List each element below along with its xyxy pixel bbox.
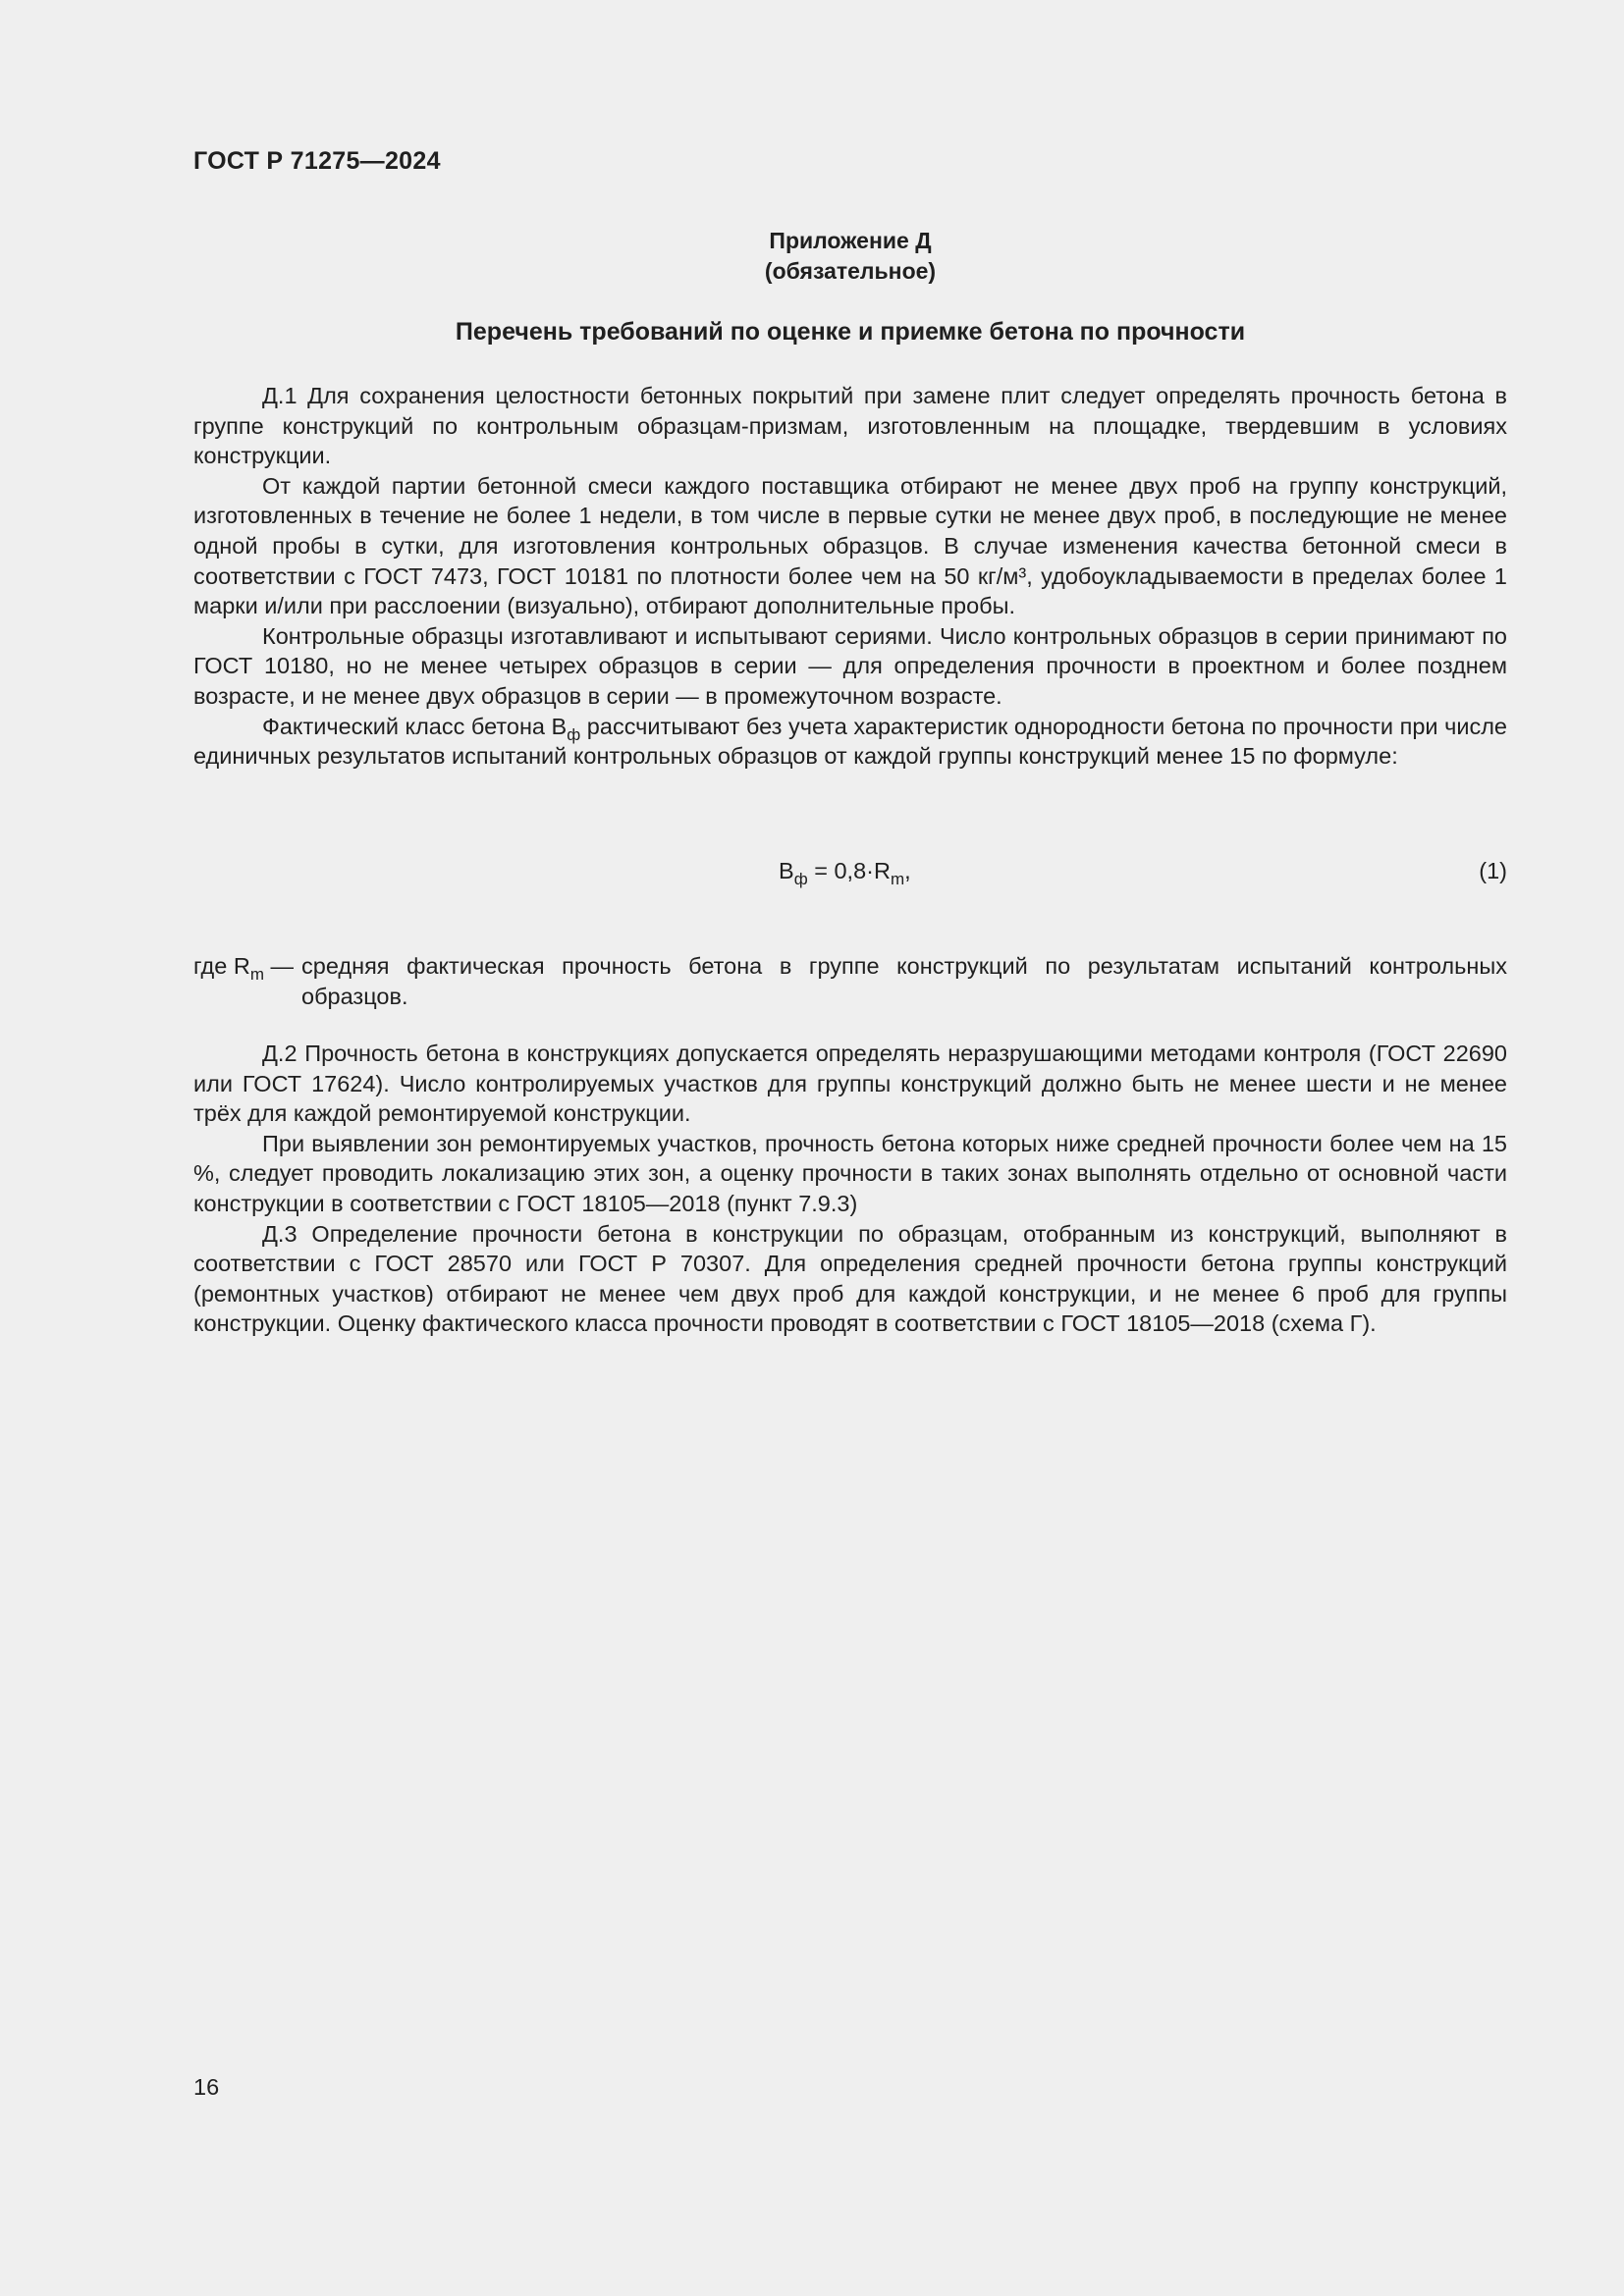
paragraph: При выявлении зон ремонтируемых участков, прочность бетона которых ниже средней прочности более чем на 15 %, следует проводить локализацию этих зон, а оценку прочности в таких зонах выполнять отдельно от основной части конструкции в соответствии с ГОСТ 18105—2018 (пункт 7.9.3) [193,1130,1507,1216]
subscript: m [890,870,905,888]
formula-rhs: = 0,8·R [807,858,891,883]
document-code: ГОСТ Р 71275—2024 [193,147,441,175]
formula [779,858,911,888]
explanation-definition: средняя фактическая прочность бетона в группе конструкций по результатам испытаний контрольных образцов. [301,953,1507,1009]
paragraph-text: рассчитывают без учета характеристик однородности бетона по прочности при числе единичных результатов испытаний контрольных образцов от каждой группы конструкций менее 15 по формуле: [193,713,1507,770]
annex-heading [193,226,1507,287]
annex-status: (обязательное) [764,258,937,284]
formula-lhs: B [779,858,794,883]
annex-title: Перечень требований по оценке и приемке бетона по прочности [455,318,1246,346]
paragraph: Д.1 Для сохранения целостности бетонных покрытий при замене плит следует определять прочность бетона в группе конструкций по контрольным образцам-призмам, изготовленным на площадке, твердевшим в условиях конструкции. [193,383,1507,469]
subscript: m [249,965,264,984]
paragraph-text: Фактический класс бетона B [262,713,568,739]
subscript: ф [793,870,808,888]
section-d1 [193,381,1507,772]
term-dash: — [263,953,295,979]
paragraph: Контрольные образцы изготавливают и испытывают сериями. Число контрольных образцов в серии принимают по ГОСТ 10180, но не менее четырех образцов в серии — для определения прочности в проектном и более позднем возрасте, и не менее двух образцов в серии — в промежуточном возрасте. [193,622,1507,709]
formula-number: (1) [1479,858,1507,883]
formula-row [193,858,1507,893]
sections-d2-d3 [193,1039,1507,1339]
paragraph: Д.3 Определение прочности бетона в конструкции по образцам, отобранным из конструкций, выполняют в соответствии с ГОСТ 28570 или ГОСТ Р 70307. Для определения средней прочности бетона группы конструкций (ремонтных участков) отбирают не менее чем двух проб для каждой конструкции, и не менее 6 проб для группы конструкции. Оценку фактического класса прочности проводят в соответствии с ГОСТ 18105—2018 (схема Г). [193,1220,1507,1337]
explanation-term [193,951,294,1011]
formula-tail: , [904,858,911,883]
paragraph: От каждой партии бетонной смеси каждого поставщика отбирают не менее двух проб на группу конструкций, изготовленных в течение не более 1 недели, в том числе в первые сутки не менее двух проб, в последующие не менее одной пробы в сутки, для изготовления контрольных образцов. В случае изменения качества бетонной смеси в соответствии с ГОСТ 7473, ГОСТ 10181 по плотности более чем на 50 кг/м³, удобоукладываемости в пределах более 1 марки и/или при расслоении (визуально), отбирают дополнительные пробы. [193,472,1507,619]
page-number: 16 [193,2074,220,2100]
annex-label: Приложение Д [769,228,932,253]
paragraph [193,712,1507,772]
paragraph: Д.2 Прочность бетона в конструкциях допускается определять неразрушающими методами контроля (ГОСТ 22690 или ГОСТ 17624). Число контролируемых участков для группы конструкций должно быть не менее шести и не менее трёх для каждой ремонтируемой конструкции. [193,1041,1507,1127]
formula-explanation [193,951,1507,1011]
subscript: ф [567,724,581,744]
term-text: где R [193,953,250,979]
